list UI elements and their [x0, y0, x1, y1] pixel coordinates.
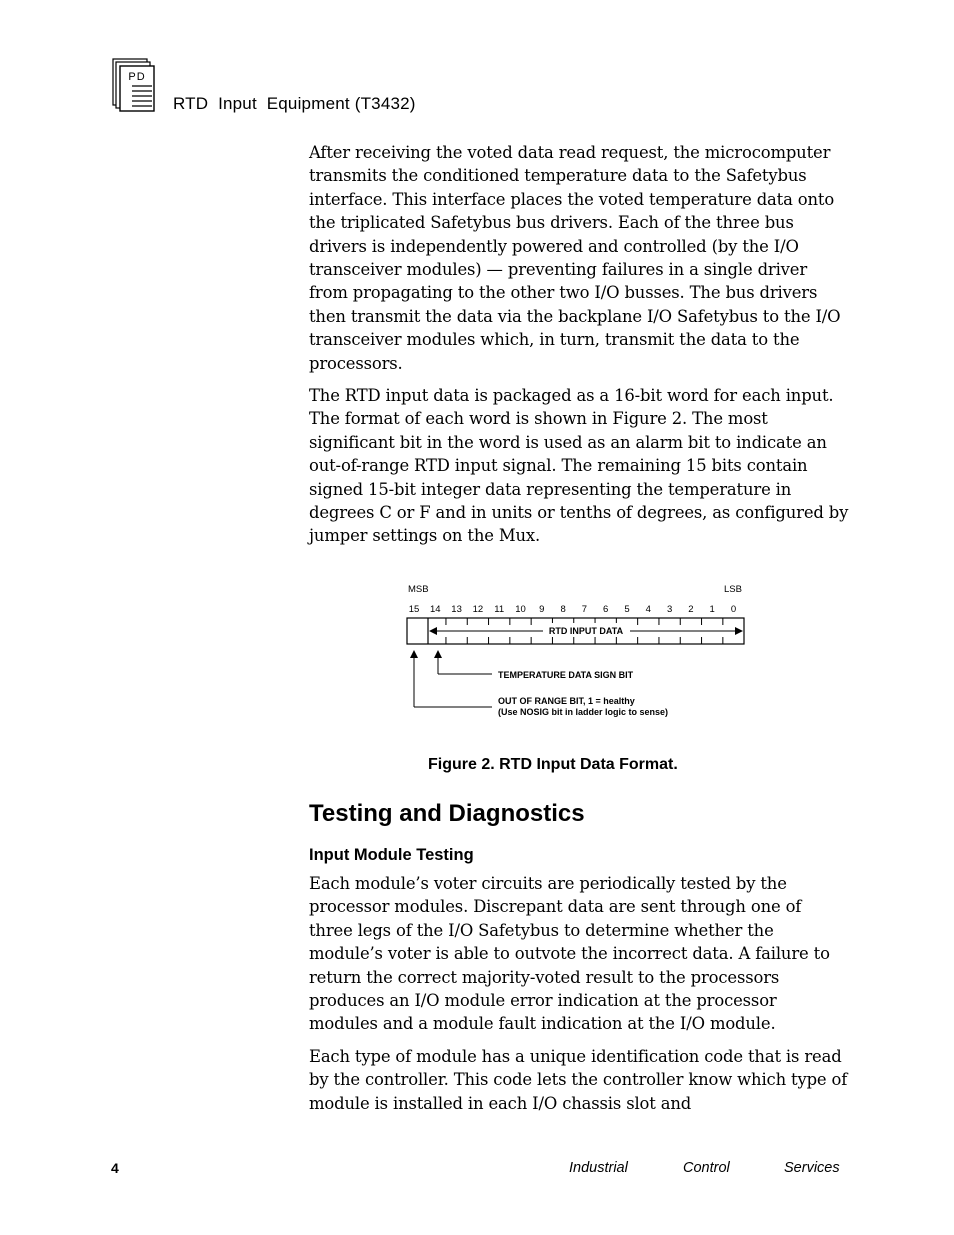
range-bit-arrowhead: [410, 650, 418, 658]
bit-number-label: 6: [603, 604, 609, 615]
bit-number-label: 1: [709, 604, 715, 615]
bit-number-label: 10: [515, 604, 526, 615]
bit-number-label: 12: [472, 604, 484, 615]
body-paragraph: Each module’s voter circuits are periodically tested by the processor modules. Discrepant data are sent through one of three legs of the I/O Safetybus to determine whether the module’s voter is able to outvote the incorrect data. A failure to return the correct majority-voted result to the processors produces an I/O module error indication at the processor modules and a module fault indication at the I/O module.: [309, 874, 830, 1034]
bit-number-label: 11: [494, 604, 505, 615]
bit-number-labels: [409, 604, 736, 615]
range-bit-note: (Use NOSIG bit in ladder logic to sense): [498, 707, 669, 717]
lsb-label: LSB: [724, 584, 742, 595]
figure-caption: Figure 2. RTD Input Data Format.: [428, 756, 678, 773]
bit-number-label: 15: [408, 604, 420, 615]
bit-number-label: 2: [688, 604, 694, 615]
bit-number-label: 3: [666, 604, 673, 615]
right-arrowhead: [735, 627, 743, 635]
pd-icon-label: PD: [128, 71, 146, 83]
rtd-data-format-figure: [400, 578, 750, 728]
bit-number-label: 0: [730, 604, 737, 615]
bit-number-label: 14: [430, 604, 441, 615]
bit-number-label: 4: [645, 604, 651, 615]
body-paragraph: The RTD input data is packaged as a 16-bit word for each input. The format of each word is shown in Figure 2. The most significant bit in the word is used as an alarm bit to indicate an out-of-range RTD input signal. The remaining 15 bits contain signed 15-bit integer data representing the temperature in degrees C or F and in units or tenths of degrees, as configured by jumper settings on the Mux.: [309, 386, 849, 546]
footer-word-services: Services: [784, 1160, 840, 1176]
page-header-title: RTD Input Equipment (T3432): [173, 94, 416, 113]
bit-number-label: 7: [581, 604, 588, 615]
body-paragraph: Each type of module has a unique identification code that is read by the controller. This code lets the controller know which type of module is installed in each I/O chassis slot and: [309, 1047, 848, 1113]
sub-heading: Input Module Testing: [309, 846, 474, 864]
msb-label: MSB: [408, 584, 429, 595]
left-arrowhead: [429, 627, 437, 635]
rtd-input-data-label: RTD INPUT DATA: [548, 626, 624, 636]
page-number: 4: [111, 1160, 119, 1176]
sign-bit-label: TEMPERATURE DATA SIGN BIT: [498, 670, 634, 680]
bit-number-label: 8: [560, 604, 566, 615]
range-bit-label: OUT OF RANGE BIT, 1 = healthy: [498, 696, 635, 706]
sign-bit-arrowhead: [434, 650, 442, 658]
section-heading: Testing and Diagnostics: [309, 800, 585, 827]
bit-number-label: 13: [451, 604, 462, 615]
body-paragraph: After receiving the voted data read request, the microcomputer transmits the conditioned temperature data to the Safetybus interface. This interface places the voted temperature data onto the triplicated Safetybus bus drivers. Each of the three bus drivers is independently powered and controlled (by the I/O transceiver modules) — preventing failures in a single driver from propagating to the other two I/O busses. The bus drivers then transmit the data via the backplane I/O Safetybus to the I/O transceiver modules which, in turn, transmit the data to the processors.: [309, 143, 841, 373]
footer-word-industrial: Industrial: [569, 1160, 628, 1176]
bit-number-label: 9: [539, 604, 545, 615]
footer-word-control: Control: [683, 1160, 730, 1176]
bit-number-label: 5: [624, 604, 630, 615]
pd-document-icon: [112, 58, 156, 112]
